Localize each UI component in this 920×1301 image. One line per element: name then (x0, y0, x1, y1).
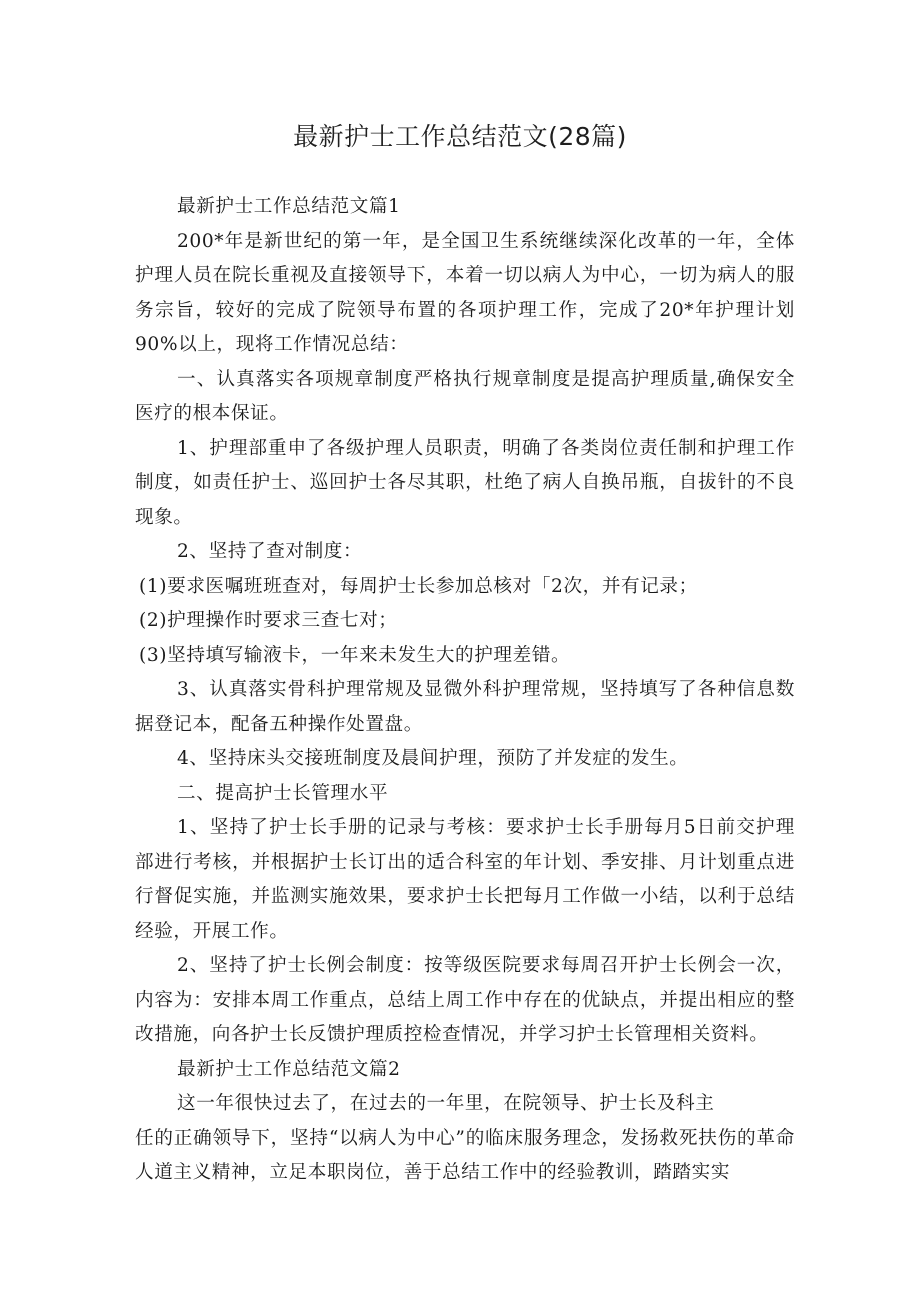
document-body (135, 190, 795, 1191)
paragraph: 二、提高护士长管理水平 (177, 782, 389, 804)
paragraph: 1、护理部重申了各级护理人员职责，明确了各类岗位责任制和护理工作制度，如责任护士、巡回护士各尽其职，杜绝了病人自换吊瓶，自拔针的不良现象。 (135, 437, 795, 528)
list-item: (2)护理操作时要求三查七对； (139, 610, 398, 631)
paragraph: 1、坚持了护士长手册的记录与考核：要求护士长手册每月5日前交护理部进行考核，并根据护士长订出的适合科室的年计划、季安排、月计划重点进行督促实施，并监测实施效果，要求护士长把每月工作做一小结，以利于总结经验，开展工作。 (135, 817, 795, 942)
document-title: 最新护士工作总结范文(28篇) (293, 122, 627, 151)
paragraph: 2、坚持了查对制度： (177, 541, 363, 562)
paragraph: 任的正确领导下，坚持“以病人为中心”的临床服务理念，发扬救死扶伤的革命人道主义精神，立足本职岗位，善于总结工作中的经验教训，踏踏实实 (135, 1127, 795, 1183)
paragraph: 200*年是新世纪的第一年，是全国卫生系统继续深化改革的一年，全体护理人员在院长重视及直接领导下，本着一切以病人为中心，一切为病人的服务宗旨，较好的完成了院领导布置的各项护理工作，完成了20*年护理计划90%以上，现将工作情况总结： (135, 230, 795, 355)
paragraph: 这一年很快过去了，在过去的一年里，在院领导、护士长及科主 (177, 1093, 715, 1114)
list-item: (1)要求医嘱班班查对，每周护士长参加总核对「2次，并有记录； (139, 575, 698, 597)
section-heading: 最新护士工作总结范文篇2 (177, 1058, 401, 1080)
section-heading: 最新护士工作总结范文篇1 (177, 196, 401, 217)
paragraph: 4、坚持床头交接班制度及晨间护理，预防了并发症的发生。 (177, 748, 689, 769)
paragraph: 3、认真落实骨科护理常规及显微外科护理常规，坚持填写了各种信息数据登记本，配备五种操作处置盘。 (135, 679, 795, 735)
list-item: (3)坚持填写输液卡，一年来未发生大的护理差错。 (139, 644, 571, 666)
paragraph: 一、认真落实各项规章制度严格执行规章制度是提高护理质量,确保安全医疗的根本保证。 (135, 368, 795, 424)
paragraph: 2、坚持了护士长例会制度：按等级医院要求每周召开护士长例会一次，内容为：安排本周工作重点，总结上周工作中存在的优缺点，并提出相应的整改措施，向各护士长反馈护理质控检查情况，并学习护士长管理相关资料。 (135, 955, 795, 1045)
